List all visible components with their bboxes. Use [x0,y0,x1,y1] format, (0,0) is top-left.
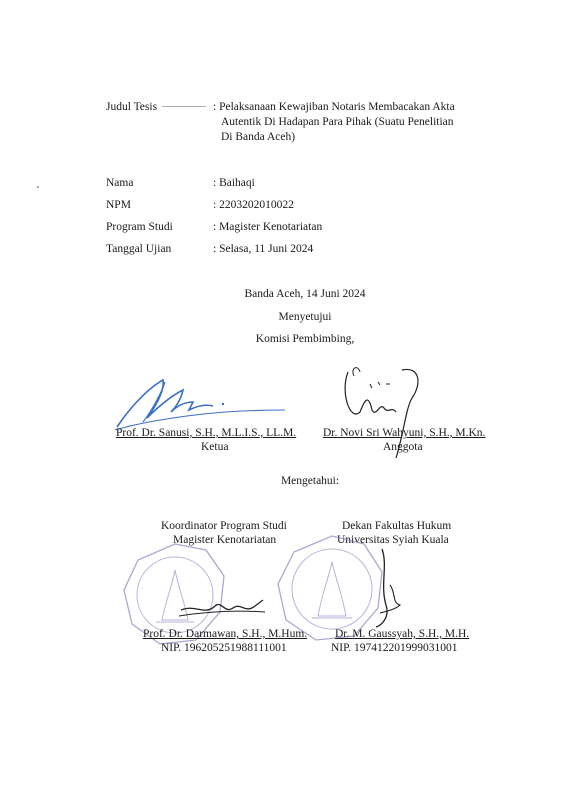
coordinator-nip: NIP. 196205251988111001 [161,642,287,654]
known-text: Mengetahui: [280,475,340,487]
exam-date-value: : Selasa, 11 Juni 2024 [213,243,314,255]
dean-title: Dekan Fakultas Hukum [342,520,452,532]
signature-coordinator [175,590,270,625]
stray-dot [37,186,39,188]
supervisor-member-name: Dr. Novi Sri Wahyuni, S.H., M.Kn. [323,427,486,439]
program-value: : Magister Kenotariatan [213,221,323,233]
coordinator-program: Magister Kenotariatan [173,534,277,546]
dean-nip: NIP. 197412201999031001 [331,642,458,654]
title-value-line-1: : Pelaksanaan Kewajiban Notaris Membacakan Akta [213,101,455,113]
coordinator-title: Koordinator Program Studi [161,520,287,532]
title-value-line-3: Di Banda Aceh) [221,131,296,143]
supervisor-chair-name: Prof. Dr. Sanusi, S.H., M.L.I.S., LL.M. [116,427,297,439]
approve-text: Menyetujui [278,311,332,323]
name-label: Nama [106,177,134,189]
npm-value: : 2203202010022 [213,199,294,211]
program-label: Program Studi [106,221,173,233]
committee-text: Komisi Pembimbing, [255,333,355,345]
supervisor-chair-role: Ketua [201,441,229,453]
npm-label: NPM [106,199,131,211]
place-date: Banda Aceh, 14 Juni 2024 [244,288,366,300]
coordinator-name: Prof. Dr. Darmawan, S.H., M.Hum. [143,628,308,640]
dean-name: Dr. M. Gaussyah, S.H., M.H. [335,628,470,640]
dean-university: Universitas Syiah Kuala [337,534,449,546]
supervisor-member-role: Anggota [383,441,423,453]
name-value: : Baihaqi [213,177,255,189]
title-label: Judul Tesis [106,101,158,113]
title-rule [162,106,206,107]
signature-dean [362,545,412,630]
title-value-line-2: Autentik Di Hadapan Para Pihak (Suatu Penelitian [221,116,454,128]
exam-date-label: Tanggal Ujian [106,243,172,255]
